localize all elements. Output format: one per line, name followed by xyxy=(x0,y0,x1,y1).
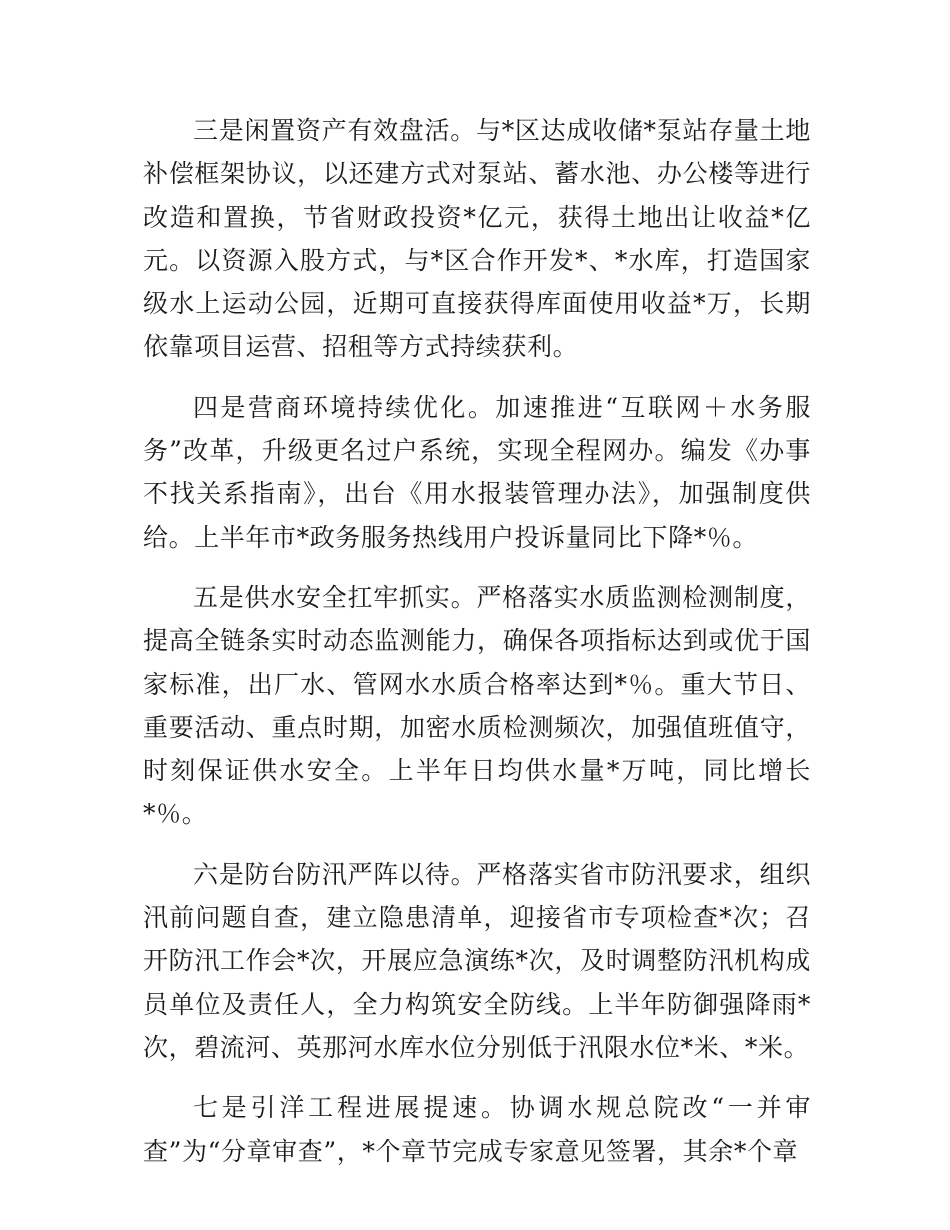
paragraph-water-supply-safety: 五是供水安全扛牢抓实。严格落实水质监测检测制度，提高全链条实时动态监测能力，确保各项指标达到或优于国家标准，出厂水、管网水水质合格率达到*％。重大节日、重要活动、重点时期，加密水质检测频次，加强值班值守，时刻保证供水安全。上半年日均供水量*万吨，同比增长*％。 xyxy=(143,582,811,829)
document-body xyxy=(143,109,811,1190)
paragraph-idle-assets: 三是闲置资产有效盘活。与*区达成收储*泵站存量土地补偿框架协议，以还建方式对泵站、蓄水池、办公楼等进行改造和置换，节省财政投资*亿元，获得土地出让收益*亿元。以资源入股方式，与*区合作开发*、*水库，打造国家级水上运动公园，近期可直接获得库面使用收益*万，长期依靠项目运营、招租等方式持续获利。 xyxy=(143,116,811,362)
paragraph-flood-prevention: 六是防台防汛严阵以待。严格落实省市防汛要求，组织汛前问题自查，建立隐患清单，迎接省市专项检查*次；召开防汛工作会*次，开展应急演练*次，及时调整防汛机构成员单位及责任人，全力构筑安全防线。上半年防御强降雨*次，碧流河、英那河水库水位分别低于汛限水位*米、*米。 xyxy=(143,859,811,1062)
paragraph-business-environment: 四是营商环境持续优化。加速推进“互联网＋水务服务”改革，升级更名过户系统，实现全程网办。编发《办事不找关系指南》，出台《用水报装管理办法》，加强制度供给。上半年市*政务服务热线用户投诉量同比下降*％。 xyxy=(143,392,811,552)
paragraph-water-diversion-project: 七是引洋工程进展提速。协调水规总院改“一并审查”为“分章审查”，*个章节完成专家意见签署，其余*个章 xyxy=(143,1093,811,1166)
